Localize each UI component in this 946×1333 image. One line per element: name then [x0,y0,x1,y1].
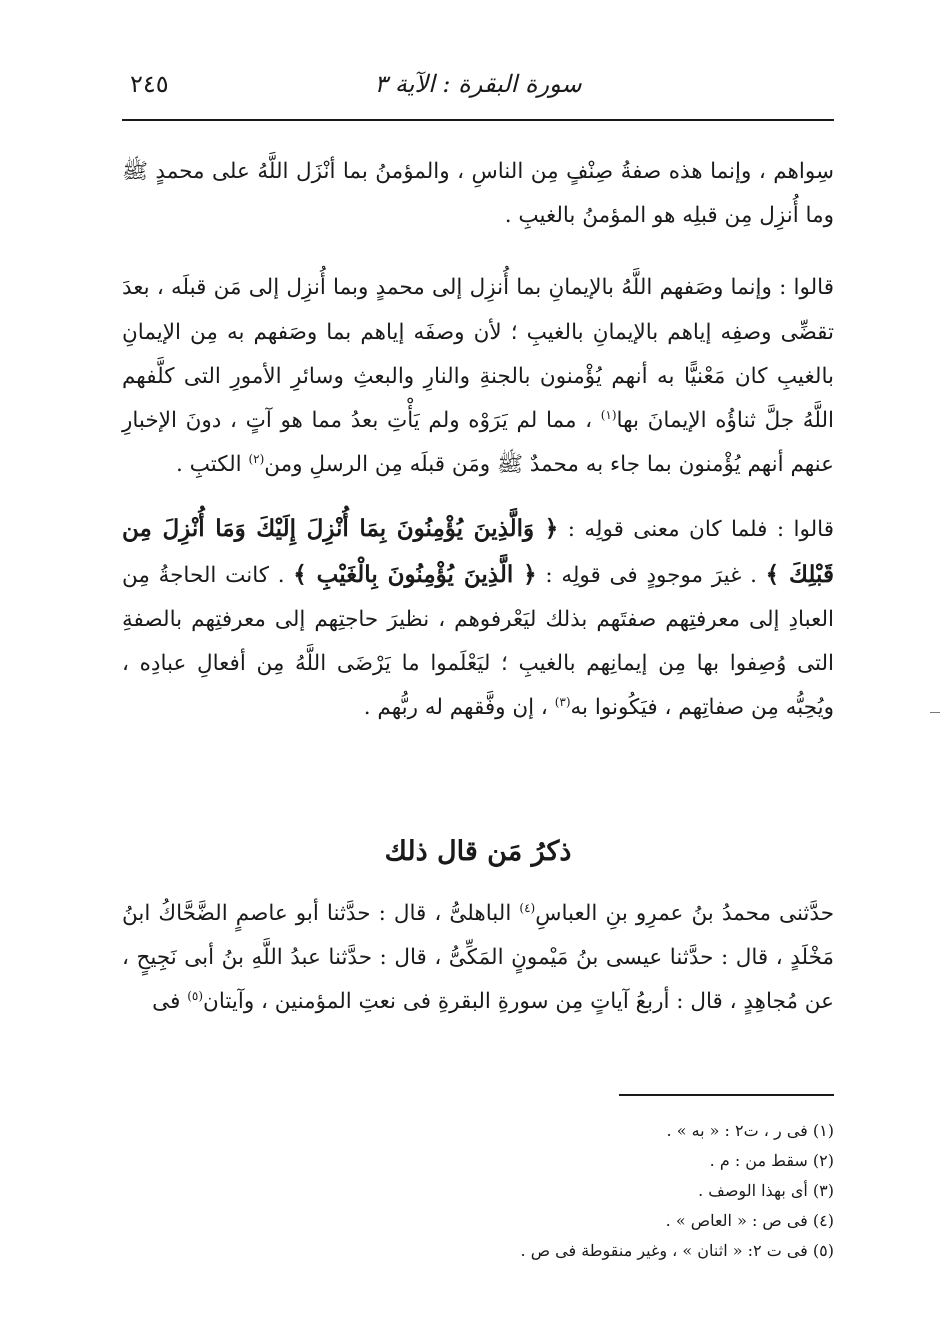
main-text [122,150,834,750]
paragraph-4-text-c: فى [152,989,188,1015]
footnote-4: (٤) فى ص : « العاص » . [665,1211,834,1230]
paragraph-1 [122,150,834,238]
paragraph-3-text-b: . غيرَ موجودٍ فى قولِه : [536,562,766,588]
paragraph-3-text-c: . كانت الحاجةُ مِن العبادِ إلى معرفتِهم صفتَهم بذلك ليَعْرفوهم ، نظيرَ حاجتِهم إلى معرفتِهم بالصفةِ التى وُصِفوا بها مِن إيمانِهم بالغيبِ ؛ ليَعْلَموا ما يَرْضَى اللَّهُ مِن أفعالِ عبادِه ، ويُحِبُّه مِن صفاتِهم ، فيَكُونوا به [122,562,834,721]
quran-verse-1: ﴿ وَالَّذِينَ يُؤْمِنُونَ بِمَا أُنْزِلَ إِلَيْكَ وَمَا أُنْزِلَ مِن قَبْلِكَ ﴾ [122,515,834,588]
running-title: سورة البقرة : الآية ٣ [374,70,582,98]
section-heading: ذكرُ مَن قال ذلك [384,836,572,867]
paragraph-3-text-a: قالوا : فلما كان معنى قولِه : [558,517,834,543]
paragraph-2-text-c: الكتبِ . [175,452,249,478]
paragraph-4 [122,892,834,1025]
footnote-ref-4: (٤) [519,900,536,915]
margin-mark [930,712,940,713]
narration-text [122,892,834,1025]
footnote-2: (٢) سقط من : م . [709,1151,834,1170]
footnote-3: (٣) أى بهذا الوصف . [698,1181,834,1200]
paragraph-4-text-a: حدَّثنى محمدُ بنُ عمرِو بنِ العباسِ [535,901,834,926]
page-header [122,66,834,110]
footnote-ref-2: (٢) [248,452,265,467]
footnote-ref-1: (١) [600,407,617,422]
footnote-rule [619,1094,834,1096]
footnote-5: (٥) فى ت ٢: « اثنان » ، وغير منقوطة فى ص . [520,1241,834,1260]
footnote-ref-3: (٣) [554,695,571,710]
page-number: ٢٤٥ [130,70,169,98]
footnote-ref-5: (٥) [187,989,204,1004]
paragraph-2-text-a: قالوا : وإنما وصَفهم اللَّهُ بالإيمانِ بما أُنزِل إلى محمدٍ وبما أُنزِل إلى مَن قبلَه ، بعدَ تقضِّى وصفِه إياهم بالإيمانِ بالغيبِ ؛ لأن وصفَه إياهم بما وصَفهم به مِن الإيمانِ بالغيبِ كان مَعْنيًّا به أنهم يُؤْمنون بالجنةِ والنارِ والبعثِ وسائرِ الأمورِ التى كلَّفهم اللَّهُ جلَّ ثناؤُه الإيمانَ بها [122,275,834,434]
footnote-1: (١) فى ر ، ت٢ : « به » . [666,1121,834,1140]
footnotes [122,1116,834,1266]
paragraph-2 [122,266,834,487]
paragraph-3-text-d: ، إن وفَّقهم له ربُّهم . [363,695,555,721]
header-rule [122,119,834,121]
paragraph-2-text-b: ، مما لم يَرَوْه ولم يَأْتِ بعدُ مما هو آتٍ ، دونَ الإخبارِ عنهم أنهم يُؤْمنون بما جاء به محمدٌ ﷺ ومَن قبلَه مِن الرسلِ ومن [122,408,834,478]
paragraph-1-text: سِواهم ، وإنما هذه صفةُ صِنْفٍ مِن الناسِ ، والمؤمنُ بما أنْزَل اللَّهُ على محمدٍ ﷺ وما أُنزِل مِن قبلِه هو المؤمنُ بالغيبِ . [122,159,834,229]
paragraph-4-text-b: الباهلىُّ ، قال : حدَّثنا أبو عاصمٍ الضَّحَّاكُ ابنُ مَخْلَدٍ ، قال : حدَّثنا عيسى بنُ مَيْمونٍ المَكِّىُّ ، قال : حدَّثنا عبدُ اللَّهِ بنُ أبى نَجِيحٍ ، عن مُجاهِدٍ ، قال : أربعُ آياتٍ مِن سورةِ البقرةِ فى نعتِ المؤمنين ، وآيتان [122,901,834,1015]
paragraph-3 [122,507,834,730]
quran-verse-2: ﴿ الَّذِينَ يُؤْمِنُونَ بِالْغَيْبِ ﴾ [293,560,537,588]
